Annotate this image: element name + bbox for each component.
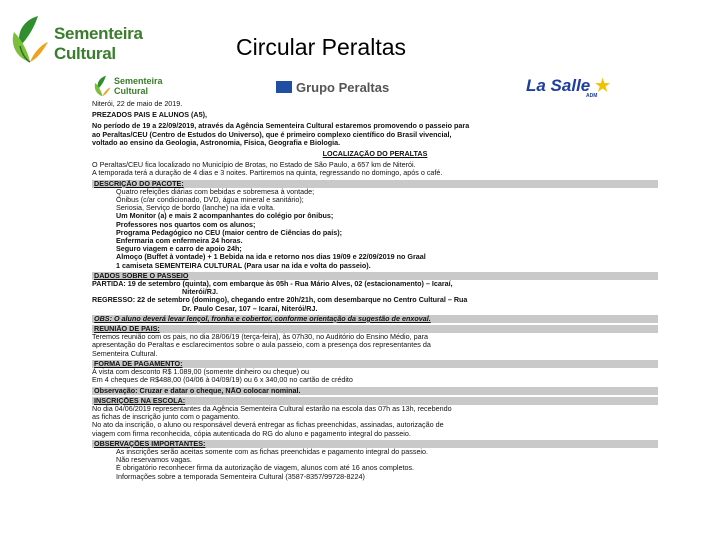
peraltas-square-icon	[276, 81, 292, 93]
pacote-list	[92, 188, 658, 270]
pagamento-heading: FORMA DE PAGAMENTO:	[92, 360, 658, 368]
grupo-peraltas-text: Grupo Peraltas	[296, 80, 390, 95]
intro-line: ao Peraltas/CEU (Centro de Estudos do Universo), que é primeiro complexo científico do Brasil vivencial,	[92, 130, 452, 139]
passeio-line: REGRESSO: 22 de setembro (domingo), chegando entre 20h/21h, com desembarque no Centro Cultural – Rua	[92, 296, 468, 305]
localizacao-heading: LOCALIZAÇÃO DO PERALTAS	[322, 150, 428, 159]
star-icon: ★	[595, 76, 611, 95]
reuniao-line: apresentação do Peraltas e esclarecimentos sobre o aula passeio, com a presença dos representantes da	[92, 341, 431, 350]
doc-logo-line2: Cultural	[114, 86, 149, 96]
pagamento-line: À vista com desconto R$ 1.089,00 (somente dinheiro ou cheque) ou	[92, 368, 309, 377]
loc-line: A temporada terá a duração de 4 dias e 3 noites. Partiremos na quinta, regressando no domingo, após o café.	[92, 169, 443, 178]
inscricoes-line: No ato da inscrição, o aluno ou responsável deverá entregar as fichas preenchidas, assinadas, autorização de	[92, 421, 444, 430]
inscricoes-line: No dia 04/06/2019 representantes da Agência Sementeira Cultural estarão na escola das 07h as 13h, recebendo	[92, 404, 452, 413]
observacoes-list	[92, 448, 658, 481]
list-item: • Quatro refeições diárias com bebidas e sobremesa à vontade;	[116, 188, 658, 196]
pagamento-line: Em 4 cheques de R$488,00 (04/06 à 04/09/19) ou 6 x 340,00 no cartão de crédito	[92, 376, 353, 385]
observacoes-heading: OBSERVAÇÕES IMPORTANTES:	[92, 440, 658, 448]
inscricoes-line: viagem com firma reconhecida, cópia autenticada do RG do aluno e pagamento integral do passeio.	[92, 429, 411, 438]
list-item: • Informações sobre a temporada Sementeira Cultural (3587-8357/99728-8224)	[116, 473, 658, 481]
grupo-peraltas-logo	[276, 80, 389, 95]
la-salle-sub: ADM	[586, 93, 598, 99]
passeio-line: Dr. Paulo Cesar, 107 – Icaraí, Niterói/RJ.	[182, 304, 318, 313]
intro-line: No período de 19 a 22/09/2019, através da Agência Sementeira Cultural estaremos promovendo o passeio para	[92, 122, 470, 131]
list-item: • As inscrições serão aceitas somente com as fichas preenchidas e pagamento integral do passeio.	[116, 448, 658, 456]
list-item: • Ônibus (c/ar condicionado, DVD, água mineral e sanitário);	[116, 196, 658, 204]
logo-text-line1: Sementeira	[54, 24, 143, 43]
sementeira-logo	[8, 12, 143, 68]
obs-line: OBS: O aluno deverá levar lençol, fronha e cobertor, conforme orientação da sugestão de enxoval.	[92, 315, 658, 323]
inscricoes-line: as fichas de inscrição junto com o pagamento.	[92, 413, 240, 422]
list-item: • Seguro viagem e carro de apoio 24h;	[116, 245, 658, 253]
pacote-heading: DESCRIÇÃO DO PACOTE:	[92, 180, 658, 188]
passeio-line: PARTIDA: 19 de setembro (quinta), com embarque às 05h - Rua Mário Alves, 02 (estacionamento) – Icaraí,	[92, 280, 453, 289]
document-header	[80, 72, 664, 100]
list-item: • Seriosia, Serviço de bordo (lanche) na ida e volta.	[116, 204, 658, 212]
list-item: • Um Monitor (a) e mais 2 acompanhantes do colégio por ônibus;	[116, 212, 658, 220]
loc-line: O Peraltas/CEU fica localizado no Município de Brotas, no Estado de São Paulo, a 657 km de Niterói.	[92, 161, 416, 170]
list-item: • Almoço (Buffet à vontade) + 1 Bebida na ida e retorno nos dias 19/09 e 22/09/2019 no Graal	[116, 253, 658, 261]
la-salle-logo	[526, 76, 611, 99]
logo-text-line2: Cultural	[54, 44, 116, 63]
doc-logo-line1: Sementeira	[114, 76, 163, 86]
la-salle-text: La Salle	[526, 76, 591, 95]
doc-greeting: PREZADOS PAIS E ALUNOS (A5),	[92, 111, 208, 120]
list-item: • Não reservamos vagas.	[116, 456, 658, 464]
list-item: • Professores nos quartos com os alunos;	[116, 221, 658, 229]
slide-title: Circular Peraltas	[236, 34, 406, 60]
document-body	[80, 100, 658, 481]
list-item: • Enfermaria com enfermeira 24 horas.	[116, 237, 658, 245]
leaf-logo-icon	[8, 12, 50, 66]
pagamento-line: Observação: Cruzar e datar o cheque, NÃO colocar nominal.	[92, 387, 658, 395]
list-item: • É obrigatório reconhecer firma da autorização de viagem, alunos com até 16 anos completos.	[116, 464, 658, 472]
document-sementeira-logo	[92, 74, 172, 98]
intro-line: voltado ao ensino da Geologia, Astronomia, Física, Geografia e Biologia.	[92, 138, 341, 147]
list-item: • 1 camiseta SEMENTEIRA CULTURAL (Para usar na ida e volta do passeio).	[116, 262, 658, 270]
inscricoes-heading: INSCRIÇÕES NA ESCOLA:	[92, 397, 658, 405]
reuniao-line: Sementeira Cultural.	[92, 349, 158, 358]
small-leaf-icon	[92, 74, 112, 98]
reuniao-heading: REUNIÃO DE PAIS:	[92, 325, 658, 333]
reuniao-line: Teremos reunião com os pais, no dia 28/06/19 (terça-feira), às 07h30, no Auditório do Ensino Médio, para	[92, 333, 429, 342]
passeio-heading: DADOS SOBRE O PASSEIO	[92, 272, 658, 280]
circular-document	[80, 72, 664, 540]
passeio-line: Niterói/RJ.	[182, 288, 218, 297]
list-item: • Programa Pedagógico no CEU (maior centro de Ciências do país);	[116, 229, 658, 237]
doc-date: Niterói, 22 de maio de 2019.	[92, 100, 183, 108]
